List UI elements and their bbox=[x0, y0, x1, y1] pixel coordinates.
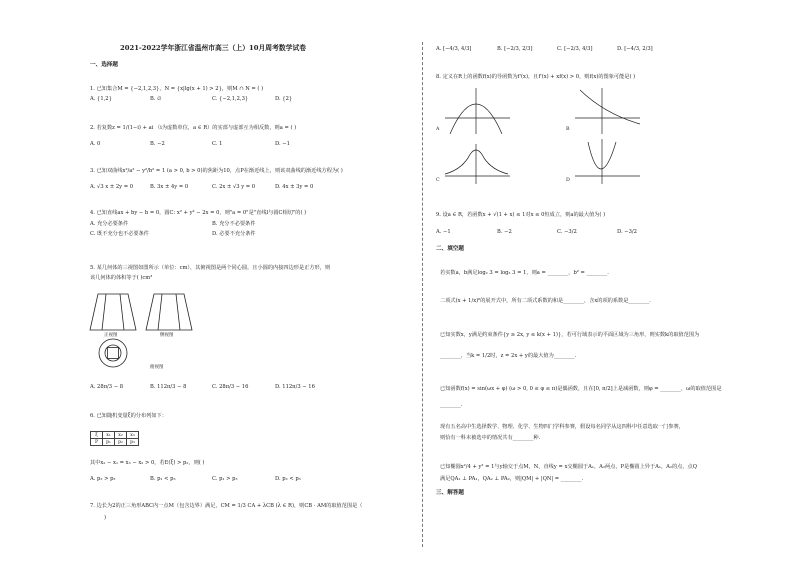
fill-question-6: 已知椭圆x²/4 + y² = 1与y轴交于点M，N，直线y = x交椭圆于A₁，A₂两点，P是椭圆上异于A₁，A₂的点，点Q bbox=[440, 464, 697, 470]
front-view-trapezoid bbox=[90, 294, 136, 330]
q6-option-b: B. p₁ < p₃ bbox=[150, 476, 176, 482]
q9-option-c: C. −3/2 bbox=[557, 229, 577, 235]
table-cell: x₃ bbox=[127, 432, 139, 439]
q9-option-b: B. −2 bbox=[497, 229, 512, 235]
table-cell: x₂ bbox=[115, 432, 127, 439]
question-8: 8. 定义在R上的函数f(x)的导函数为f'(x)，且f'(x) + xf(x) > 0，则f(x)的图象可能是( ) bbox=[436, 74, 636, 80]
question-2: 2. 若复数z = 1/(1−i) + ai （i为虚数单位，a ∈ R）的实部与虚部互为相反数，则a = ( ) bbox=[90, 125, 297, 131]
q3-option-a: A. √3 x ± 2y = 0 bbox=[90, 184, 134, 190]
q1-option-b: B. ∅ bbox=[150, 96, 162, 102]
graph-label-a: A bbox=[436, 127, 440, 132]
fill-question-5-cont: 则恰有一科未被选中的情况共有________种. bbox=[440, 435, 541, 441]
fill-question-3: 已知实数x，y满足约束条件{y ≥ 2x, y ≤ k(x + 1)}，若可行域表示的平面区域为三角形，则实数k的取值范围为 bbox=[440, 332, 700, 338]
q3-option-c: C. 2x ± √3 y = 0 bbox=[212, 184, 256, 190]
question-7-cont: ) bbox=[104, 515, 107, 521]
q2-option-c: C. 1 bbox=[212, 141, 223, 147]
function-graphs bbox=[440, 84, 680, 194]
section-fill-heading: 二、填空题 bbox=[436, 246, 464, 252]
q5-option-b: B. 112π/3 − 8 bbox=[150, 384, 187, 390]
q7-option-c: C. [−2/3, 4/3] bbox=[557, 46, 593, 52]
table-row bbox=[91, 432, 139, 439]
q1-option-a: A. {1,2} bbox=[90, 96, 112, 102]
fill-question-6-cont: 满足QA₁ ⊥ PA₁，QA₂ ⊥ PA₂，则|QM| + |QN| = ________. bbox=[440, 476, 584, 482]
question-6-cont: 其中x₂ − x₁ = x₃ − x₂ > 0，若E(ξ) > p₂，则( ) bbox=[90, 460, 205, 466]
three-view-figure bbox=[88, 290, 198, 370]
page-title: 2021-2022学年浙江省温州市高三（上）10月周考数学试卷 bbox=[120, 44, 307, 52]
q1-option-c: C. {−2,1,2,3} bbox=[212, 96, 249, 102]
q3-option-b: B. 3x ± 4y = 0 bbox=[150, 184, 189, 190]
q4-option-b: B. 充分不必要条件 bbox=[212, 221, 256, 227]
q4-option-a: A. 充分必要条件 bbox=[90, 221, 129, 227]
fill-question-1: 若实数a，b满足log₂ 3 = log₃ 3 = 1，则a = ________，b² = ________. bbox=[440, 270, 609, 276]
table-cell: p₁ bbox=[103, 439, 115, 446]
fill-question-4: 已知函数f(x) = sin(ωx + φ) (ω > 0, 0 ≤ φ ≤ π)是偶函数，且在[0, π/2]上是减函数，则φ = ________，ω的取值范围是 bbox=[440, 386, 722, 392]
q4-option-d: D. 必要不充分条件 bbox=[212, 231, 256, 237]
top-view-outer-circle bbox=[99, 339, 127, 367]
q9-option-d: D. −3/2 bbox=[617, 229, 637, 235]
q2-option-b: B. −2 bbox=[150, 141, 165, 147]
table-row bbox=[91, 439, 139, 446]
question-4: 4. 已知直线ax + by − b = 0，圆C: x² + y² − 2x = 0，则"a = 0"是"直线l与圆C相切"的( ) bbox=[90, 210, 307, 216]
table-cell: p₃ bbox=[127, 439, 139, 446]
question-5: 5. 某几何体的三视图如图所示（单位：cm），其俯视图是两个同心圆，且小圆的内接四边形是正方形，则 bbox=[90, 265, 331, 271]
section-solve-heading: 三、解答题 bbox=[436, 490, 464, 496]
q5-option-d: D. 112π/3 − 16 bbox=[275, 384, 315, 390]
fill-question-3-cont: ________，当k = 1/2时，z = 2x + y的最大值为________. bbox=[440, 353, 577, 359]
table-cell: P bbox=[91, 439, 103, 446]
section-choice-heading: 一、选择题 bbox=[90, 62, 118, 68]
table-cell: ξ bbox=[91, 432, 103, 439]
q7-option-d: D. [−4/3, 2/3] bbox=[617, 46, 653, 52]
graph-label-c: C bbox=[436, 178, 440, 183]
front-view-caption: 正视图 bbox=[104, 333, 118, 338]
q4-option-c: C. 既不充分也不必要条件 bbox=[90, 231, 149, 237]
column-divider bbox=[422, 42, 423, 547]
question-9: 9. 设a ∈ R，若函数x + √(1 + x) ≤ 1对x ≤ 0恒成立，则a的最大值为( ) bbox=[436, 212, 606, 218]
table-cell: p₂ bbox=[115, 439, 127, 446]
q6-option-a: A. p₂ > p₃ bbox=[90, 476, 116, 482]
q1-option-d: D. {2} bbox=[275, 96, 293, 102]
fill-question-4-cont: ________. bbox=[440, 402, 463, 408]
table-cell: x₁ bbox=[103, 432, 115, 439]
q3-option-d: D. 4x ± 3y = 0 bbox=[275, 184, 314, 190]
fill-question-5: 现有五名高中生选择数学、物理、化学、生物四门学科参赛，假设每名同学从这四科中任意选取一门参赛， bbox=[440, 424, 684, 430]
q6-option-c: C. p₁ > p₃ bbox=[212, 476, 238, 482]
q2-option-d: D. −1 bbox=[275, 141, 290, 147]
q5-option-c: C. 28π/3 − 16 bbox=[212, 384, 249, 390]
distribution-table bbox=[90, 431, 139, 446]
q5-option-a: A. 28π/3 − 8 bbox=[90, 384, 124, 390]
question-3: 3. 已知双曲线x²/a² − y²/b² = 1 (a > 0, b > 0)的焦距为10，点P在渐近线上，则该双曲线的渐近线方程为( ) bbox=[90, 168, 343, 174]
fill-question-2: 二项式(x + 1/x)⁶的展开式中，所有二项式系数的和是________，含x的项的系数是________. bbox=[440, 298, 651, 304]
graph-label-d: D bbox=[566, 178, 570, 183]
top-view-caption: 俯视图 bbox=[150, 365, 164, 370]
q6-option-d: D. p₂ < p₃ bbox=[275, 476, 301, 482]
q7-option-b: B. [−2/3, 2/3] bbox=[497, 46, 533, 52]
question-1: 1. 已知集合M = {−2,1,2,3}，N = {x|lg(x + 1) > 2}，则M ∩ N = ( ) bbox=[90, 86, 264, 92]
q9-option-a: A. −1 bbox=[436, 229, 451, 235]
side-view-trapezoid bbox=[146, 294, 192, 330]
side-view-caption: 侧视图 bbox=[160, 333, 174, 338]
question-7: 7. 边长为2的正三角形ABC内一点M（包含边界）满足，CM = 1/3 CA + λCB (λ ∈ R)，则CB · AM的取值范围是（ bbox=[90, 503, 363, 509]
top-view-square bbox=[108, 348, 119, 359]
graph-label-b: B bbox=[566, 127, 570, 132]
question-6: 6. 已知随机变量ξ的分布列如下： bbox=[90, 413, 167, 419]
q2-option-a: A. 0 bbox=[90, 141, 101, 147]
q7-option-a: A. [−4/3, 4/3] bbox=[436, 46, 472, 52]
question-5-cont: 该几何体的体积等于( )cm³ bbox=[90, 275, 153, 281]
